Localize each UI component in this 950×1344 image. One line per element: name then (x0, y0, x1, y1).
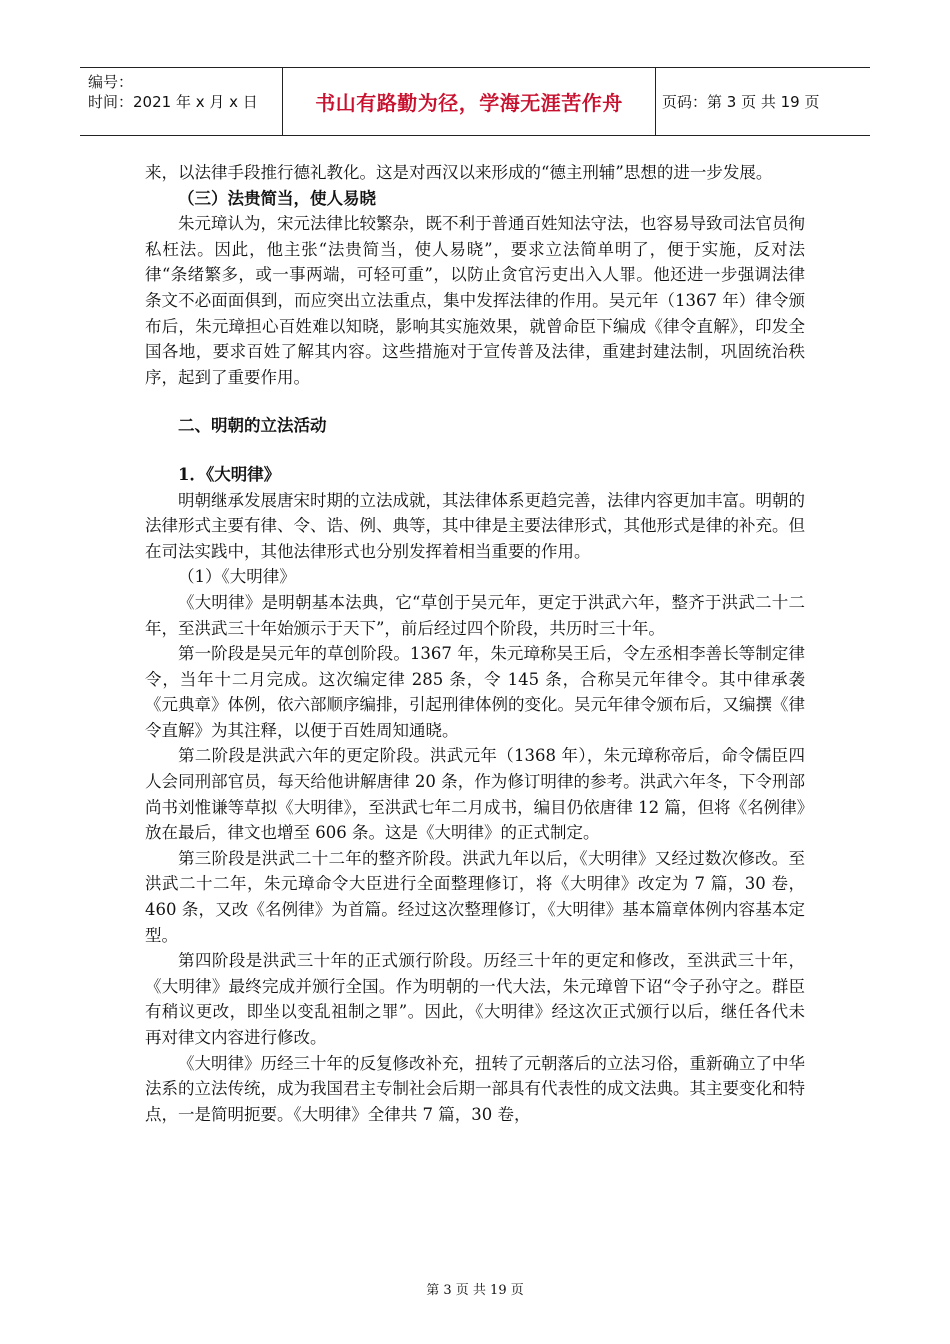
header-page-number: 页码：第 3 页 共 19 页 (662, 93, 820, 111)
time-label: 时间：2021 年 x 月 x 日 (88, 93, 258, 111)
paragraph: 《大明律》是明朝基本法典，它“草创于吴元年，更定于洪武六年，整齐于洪武二十二年，至洪武三十年始颁示于天下”，前后经过四个阶段，共历时三十年。 (145, 592, 805, 638)
paragraph: 第二阶段是洪武六年的更定阶段。洪武元年（1368 年），朱元璋称帝后，命令儒臣四人会同刑部官员，每天给他讲解唐律 20 条，作为修订明律的参考。洪武六年冬，下令刑部尚书刘惟谦等草拟《大明律》，至洪武七年二月成书，编目仍依唐律 12 篇，但将《名例律》放在最后，律文也增至 606 条。这是《大明律》的正式制定。 (145, 746, 805, 843)
header-meta (80, 68, 283, 135)
page-header (80, 67, 870, 136)
paragraph: 《大明律》历经三十年的反复修改补充，扭转了元朝落后的立法习俗，重新确立了中华法系的立法传统，成为我国君主专制社会后期一部具有代表性的成文法典。其主要变化和特点，一是简明扼要。《大明律》全律共 7 篇，30 卷， (145, 1053, 805, 1124)
subsection-heading: 1．《大明律》 (178, 464, 281, 484)
page-footer: 第 3 页 共 19 页 (426, 1283, 524, 1298)
serial-label: 编号： (88, 73, 134, 91)
paragraph: 第一阶段是吴元年的草创阶段。1367 年，朱元璋称吴王后，令左丞相李善长等制定律令，当年十二月完成。这次编定律 285 条，令 145 条，合称吴元年律令。其中律承袭《元典章》体例，依六部顺序编排，引起刑律体例的变化。吴元年律令颁布后，又编撰《律令直解》为其注释，以便于百姓周知通晓。 (145, 644, 805, 740)
chapter-heading: 二、明朝的立法活动 (178, 416, 327, 436)
paragraph: 第四阶段是洪武三十年的正式颁行阶段。历经三十年的更定和修改，至洪武三十年，《大明律》最终完成并颁行全国。作为明朝的一代大法，朱元璋曾下诏“令子孙守之。群臣有稍议更改，即坐以变乱祖制之罪”。因此，《大明律》经这次正式颁行以后，继任各代未再对律文内容进行修改。 (145, 951, 805, 1047)
sub-heading: （1）《大明律》 (178, 567, 296, 587)
document-body (145, 160, 805, 1127)
section-heading: （三）法贵简当，使人易晓 (178, 188, 376, 208)
paragraph: 朱元璋认为，宋元法律比较繁杂，既不利于普通百姓知法守法，也容易导致司法官员徇私枉法。因此，他主张“法贵简当，使人易晓”，要求立法简单明了，便于实施，反对法律“条绪繁多，或一事两端，可轻可重”，以防止贪官污吏出入人罪。他还进一步强调法律条文不必面面俱到，而应突出立法重点，集中发挥法律的作用。吴元年（1367 年）律令颁布后，朱元璋担心百姓难以知晓，影响其实施效果，就曾命臣下编成《律令直解》，印发全国各地，要求百姓了解其内容。这些措施对于宣传普及法律，重建封建法制，巩固统治秩序，起到了重要作用。 (145, 214, 805, 387)
header-motto: 书山有路勤为径，学海无涯苦作舟 (283, 68, 656, 135)
paragraph: 来，以法律手段推行德礼教化。这是对西汉以来形成的“德主刑辅”思想的进一步发展。 (145, 163, 773, 182)
paragraph: 第三阶段是洪武二十二年的整齐阶段。洪武九年以后，《大明律》又经过数次修改。至洪武二十二年，朱元璋命令大臣进行全面整理修订，将《大明律》改定为 7 篇，30 卷，460 条，又改《名例律》为首篇。经过这次整理修订，《大明律》基本篇章体例内容基本定型。 (145, 848, 805, 945)
paragraph: 明朝继承发展唐宋时期的立法成就，其法律体系更趋完善，法律内容更加丰富。明朝的法律形式主要有律、令、诰、例、典等，其中律是主要法律形式，其他形式是律的补充。但在司法实践中，其他法律形式也分别发挥着相当重要的作用。 (145, 490, 805, 561)
